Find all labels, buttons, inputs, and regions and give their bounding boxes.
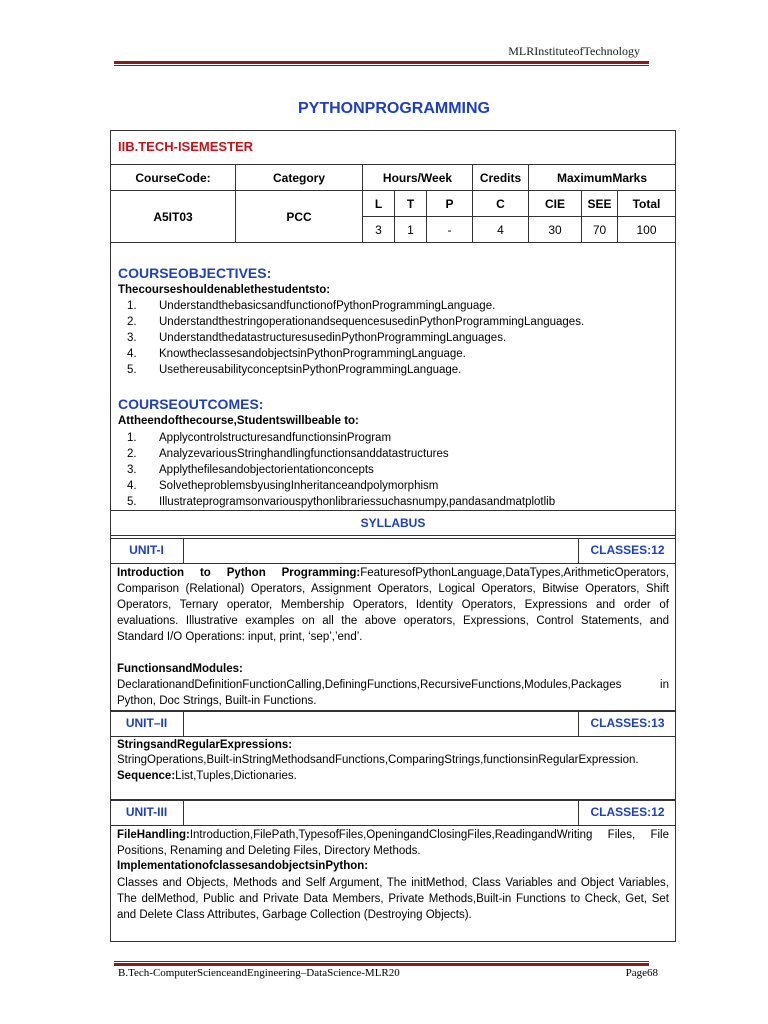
- course-code-value: A5IT03: [111, 191, 236, 243]
- unit-classes: CLASSES:12: [590, 543, 665, 557]
- list-item: 5. Illustrateprogramsonvariouspythonlibrariessuchasnumpy,pandasandmatplotlib: [127, 496, 556, 508]
- category-value: PCC: [236, 191, 363, 243]
- objectives-list: [118, 298, 584, 378]
- unit-label: UNIT-III: [110, 800, 184, 826]
- outcomes-intro: Attheendofthecourse,Studentswillbeable to:: [118, 415, 359, 427]
- unit-label: UNIT–II: [110, 711, 184, 737]
- value-p: -: [427, 217, 473, 243]
- unit1-functions-heading: FunctionsandModules:: [117, 663, 243, 675]
- value-t: 1: [395, 217, 427, 243]
- value-c: 4: [473, 217, 529, 243]
- footer-rule-thin: [114, 961, 649, 962]
- list-item: 4. SolvetheproblemsbyusingInheritanceandpolymorphism: [127, 480, 439, 492]
- header-institute: MLRInstituteofTechnology: [508, 44, 640, 58]
- unit1-functions-text: DeclarationandDefinitionFunctionCalling,DefiningFunctions,RecursiveFunctions,Modules,Packages in Python, Doc Strings, Built-in Functions.: [117, 679, 669, 707]
- list-item: 1. UnderstandthebasicsandfunctionofPythonProgrammingLanguage.: [127, 300, 496, 312]
- sub-header-c: C: [473, 191, 529, 217]
- footer-program: B.Tech-ComputerScienceandEngineering–DataScience-MLR20: [118, 967, 400, 979]
- unit2-text: StringOperations,Built-inStringMethodsandFunctions,ComparingStrings,functionsinRegularExpression.: [117, 754, 639, 766]
- sub-header-cie: CIE: [529, 191, 582, 217]
- course-info-table: [110, 164, 676, 243]
- list-item: 3. UnderstandthedatastructuresusedinPythonProgrammingLanguages.: [127, 332, 507, 344]
- sub-header-total: Total: [618, 191, 676, 217]
- header-rule: [114, 61, 649, 64]
- outcomes-title: COURSEOUTCOMES:: [118, 396, 264, 412]
- unit3-impl-text: Classes and Objects, Methods and Self Argument, The initMethod, Class Variables and Object Variables, The delMethod, Public and Private Data Members, Private Methods,Built-in Functions to Check, Get, Set and Delete Class Attributes, Garbage Collection (Destroying Objects).: [117, 877, 669, 921]
- sub-header-p: P: [427, 191, 473, 217]
- header-maximum-marks: MaximumMarks: [529, 165, 676, 191]
- syllabus-title: SYLLABUS: [110, 510, 676, 536]
- header-rule-thin: [114, 65, 649, 66]
- footer-page-number: Page68: [625, 967, 658, 979]
- unit2-sequence: Sequence:List,Tuples,Dictionaries.: [117, 770, 297, 782]
- sub-header-t: T: [395, 191, 427, 217]
- header-credits: Credits: [473, 165, 529, 191]
- objectives-title: COURSEOBJECTIVES:: [118, 265, 272, 281]
- list-item: 2. AnalyzevariousStringhandlingfunctionsanddatastructures: [127, 448, 449, 460]
- unit-header-1: [110, 538, 676, 564]
- unit-header-2: [110, 711, 676, 737]
- outcomes-list: [118, 430, 555, 510]
- unit-title-cell: [184, 800, 579, 826]
- unit2-heading: StringsandRegularExpressions:: [117, 739, 293, 751]
- unit3-file-handling: FileHandling:Introduction,FilePath,TypesofFiles,OpeningandClosingFiles,ReadingandWriting Files, File Positions, Renaming and Deleting Files, Directory Methods.: [117, 829, 669, 857]
- semester-label: IIB.TECH-ISEMESTER: [118, 139, 254, 154]
- sub-header-l: L: [363, 191, 395, 217]
- list-item: 5. UsethereusabilityconceptsinPythonProgrammingLanguage.: [127, 364, 462, 376]
- list-item: 2. UnderstandthestringoperationandsequencesusedinPythonProgrammingLanguages.: [127, 316, 585, 328]
- unit-classes: CLASSES:13: [590, 716, 665, 730]
- footer-rule: [114, 963, 649, 966]
- unit-classes: CLASSES:12: [590, 805, 665, 819]
- header-course-code: CourseCode:: [111, 165, 236, 191]
- unit3-impl-heading: ImplementationofclassesandobjectsinPython:: [117, 860, 369, 872]
- unit-header-3: [110, 800, 676, 826]
- list-item: 1. ApplycontrolstructuresandfunctionsinProgram: [127, 432, 392, 444]
- header-category: Category: [236, 165, 363, 191]
- page-title: PYTHONPROGRAMMING: [298, 100, 490, 117]
- unit-label: UNIT-I: [110, 538, 184, 564]
- unit-title-cell: [184, 711, 579, 737]
- header-hours-week: Hours/Week: [363, 165, 473, 191]
- value-l: 3: [363, 217, 395, 243]
- list-item: 4. KnowtheclassesandobjectsinPythonProgrammingLanguage.: [127, 348, 466, 360]
- sub-header-see: SEE: [582, 191, 618, 217]
- value-cie: 30: [529, 217, 582, 243]
- value-see: 70: [582, 217, 618, 243]
- value-total: 100: [618, 217, 676, 243]
- list-item: 3. Applythefilesandobjectorientationconcepts: [127, 464, 374, 476]
- objectives-intro: Thecourseshouldenablethestudentsto:: [118, 284, 331, 296]
- unit1-intro-paragraph: Introduction to Python Programming:FeaturesofPythonLanguage,DataTypes,ArithmeticOperators, Comparison (Relational) Operators, Assignment Operators, Logical Operators, Bitwise Operators, Shift Operators, Ternary operator, Membership Operators, Identity Operators, Expressions and order of evaluations. Illustrative examples on all the above operators, Expressions, Control Statements, and Standard I/O Operations: input, print, ‘sep’,’end’.: [117, 567, 669, 643]
- unit-title-cell: [184, 538, 579, 564]
